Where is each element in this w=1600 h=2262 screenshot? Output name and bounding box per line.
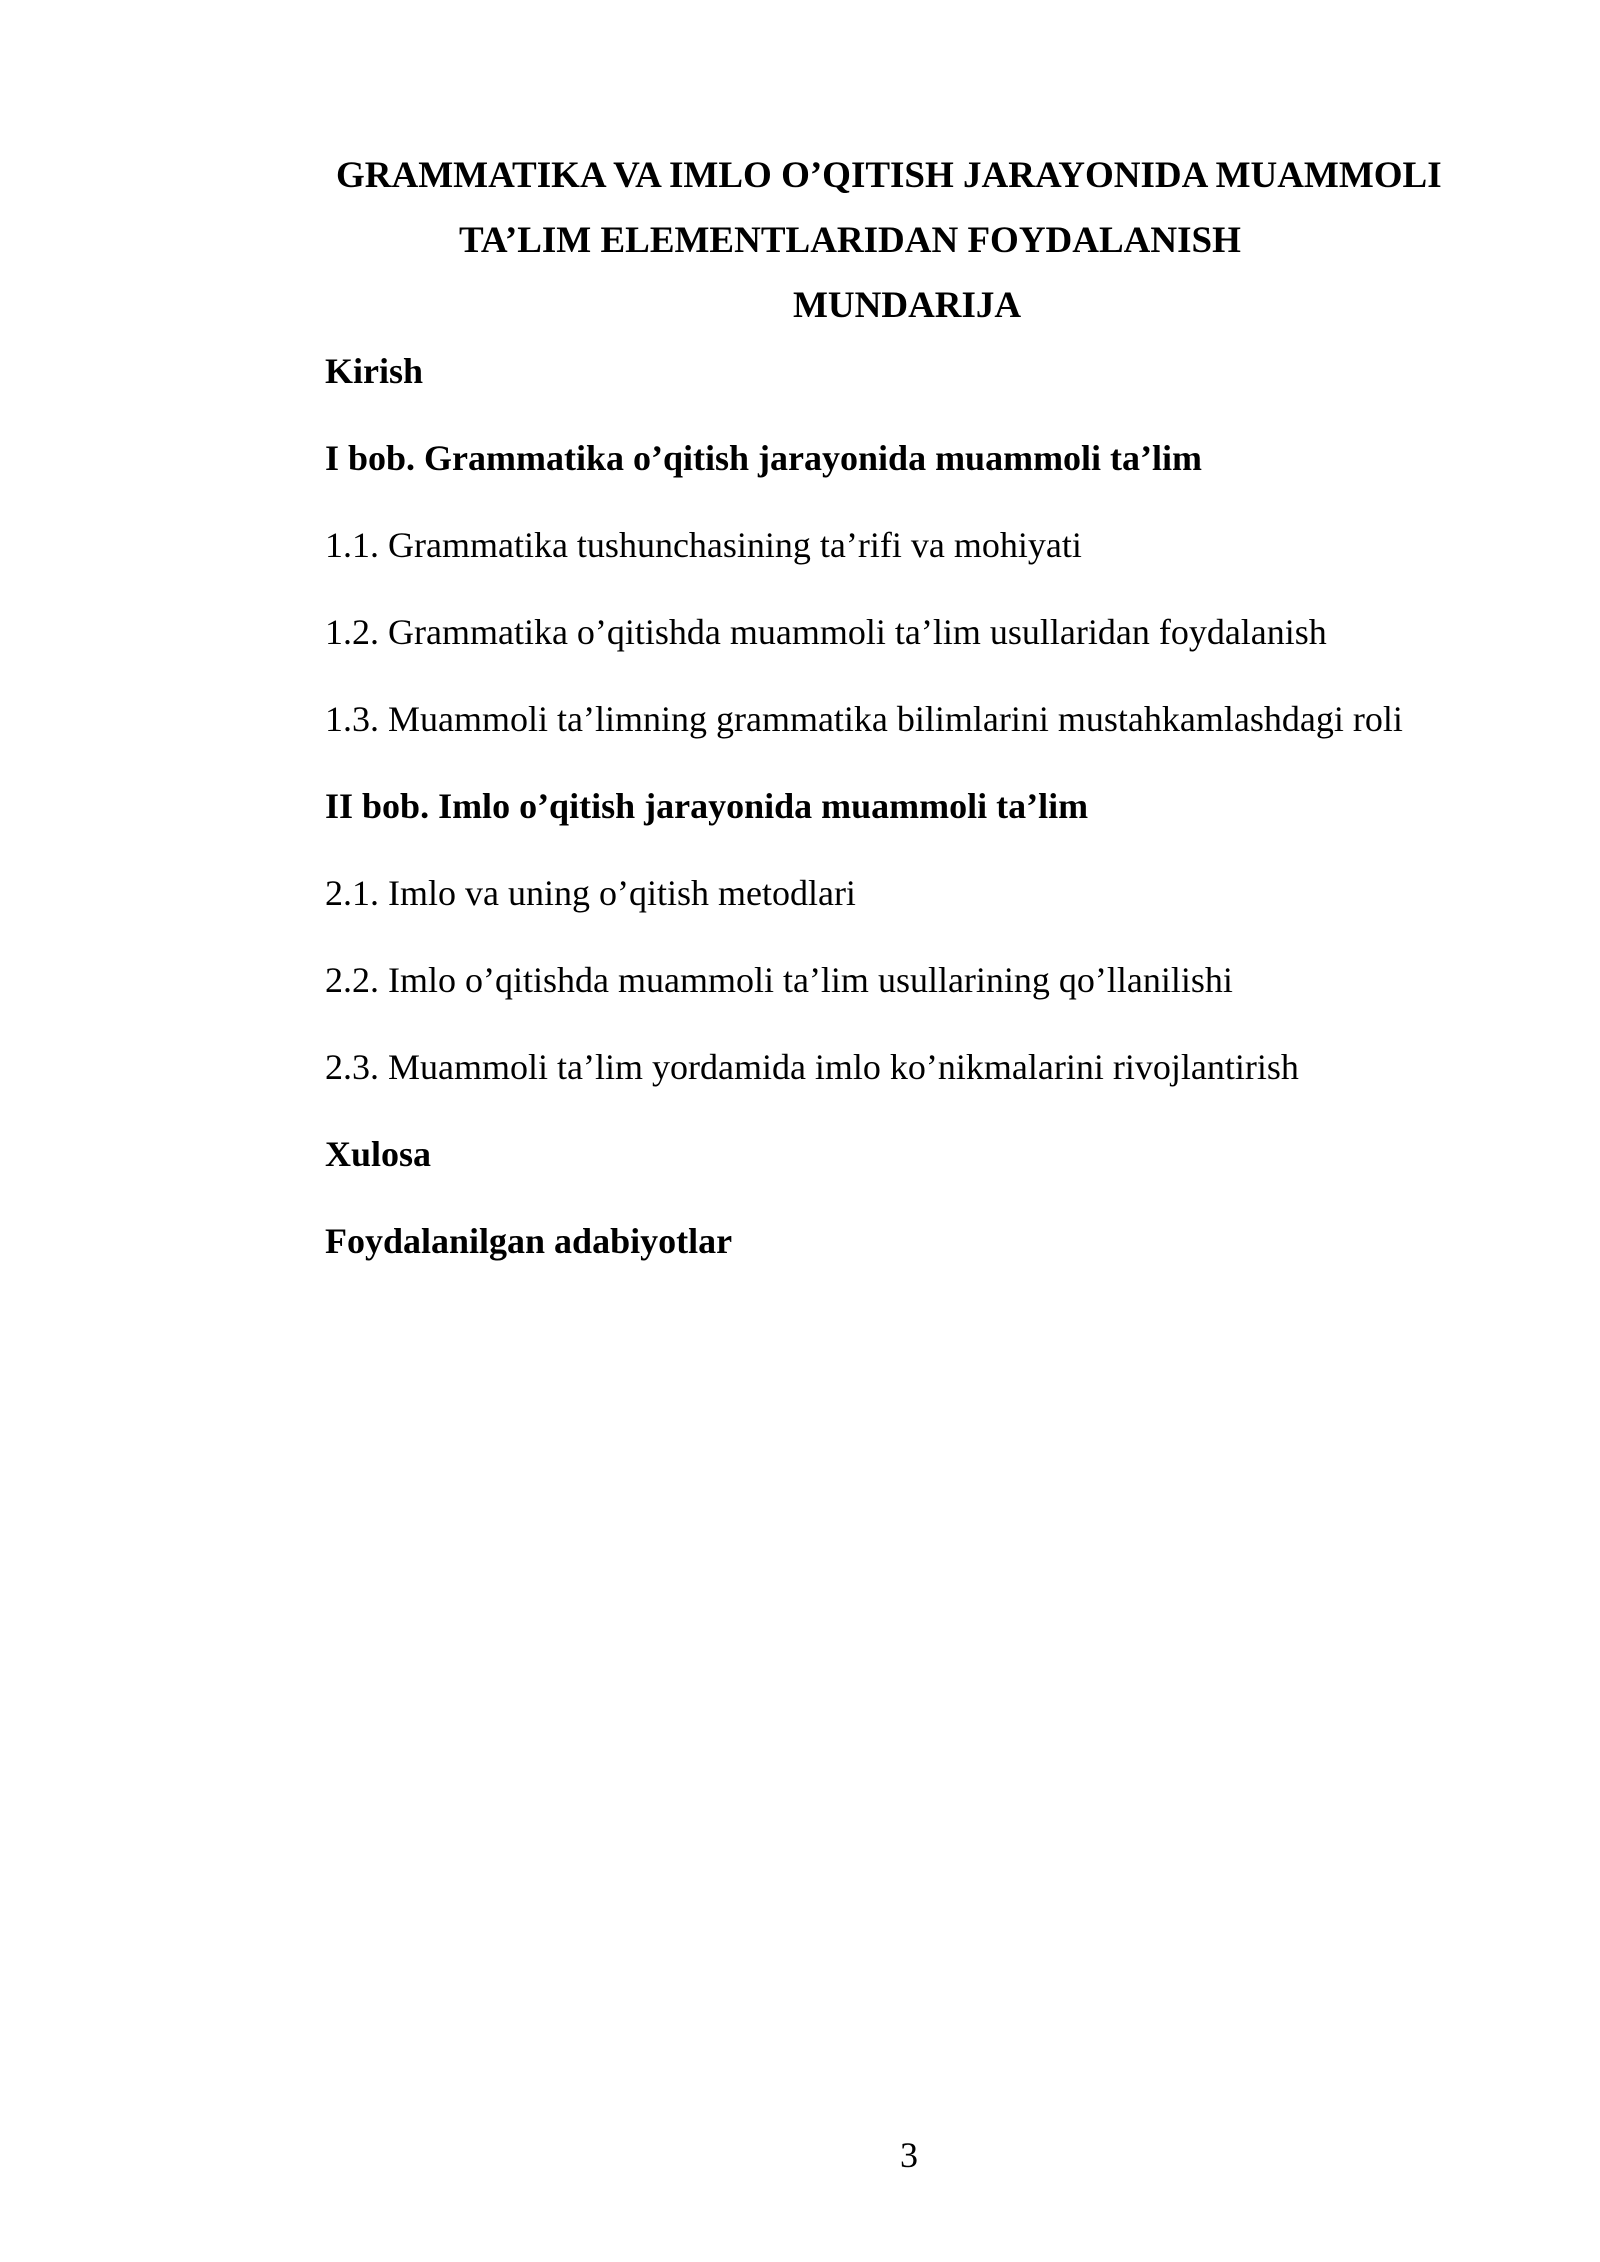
toc-entry-section-2-2: 2.2. Imlo o’qitishda muammoli ta’lim usullarining qo’llanilishi	[325, 960, 1233, 1000]
document-title-line-2: TA’LIM ELEMENTLARIDAN FOYDALANISH	[459, 220, 1241, 261]
page-number: 3	[900, 2135, 918, 2175]
contents-heading: MUNDARIJA	[793, 285, 1022, 326]
toc-entry-section-1-1: 1.1. Grammatika tushunchasining ta’rifi va mohiyati	[325, 525, 1082, 565]
toc-entry-chapter-2: II bob. Imlo o’qitish jarayonida muammoli ta’lim	[325, 786, 1089, 826]
toc-entry-introduction: Kirish	[325, 351, 424, 391]
toc-entry-section-2-1: 2.1. Imlo va uning o’qitish metodlari	[325, 873, 856, 913]
document-title-line-1: GRAMMATIKA VA IMLO O’QITISH JARAYONIDA MUAMMOLI	[336, 155, 1442, 196]
toc-entry-chapter-1: I bob. Grammatika o’qitish jarayonida muammoli ta’lim	[325, 438, 1203, 478]
toc-entry-section-1-2: 1.2. Grammatika o’qitishda muammoli ta’lim usullaridan foydalanish	[325, 612, 1327, 652]
toc-entry-section-1-3: 1.3. Muammoli ta’limning grammatika bilimlarini mustahkamlashdagi roli	[325, 699, 1403, 739]
toc-entry-conclusion: Xulosa	[325, 1134, 432, 1174]
toc-entry-section-2-3: 2.3. Muammoli ta’lim yordamida imlo ko’nikmalarini rivojlantirish	[325, 1047, 1299, 1087]
toc-entry-references: Foydalanilgan adabiyotlar	[325, 1221, 733, 1261]
